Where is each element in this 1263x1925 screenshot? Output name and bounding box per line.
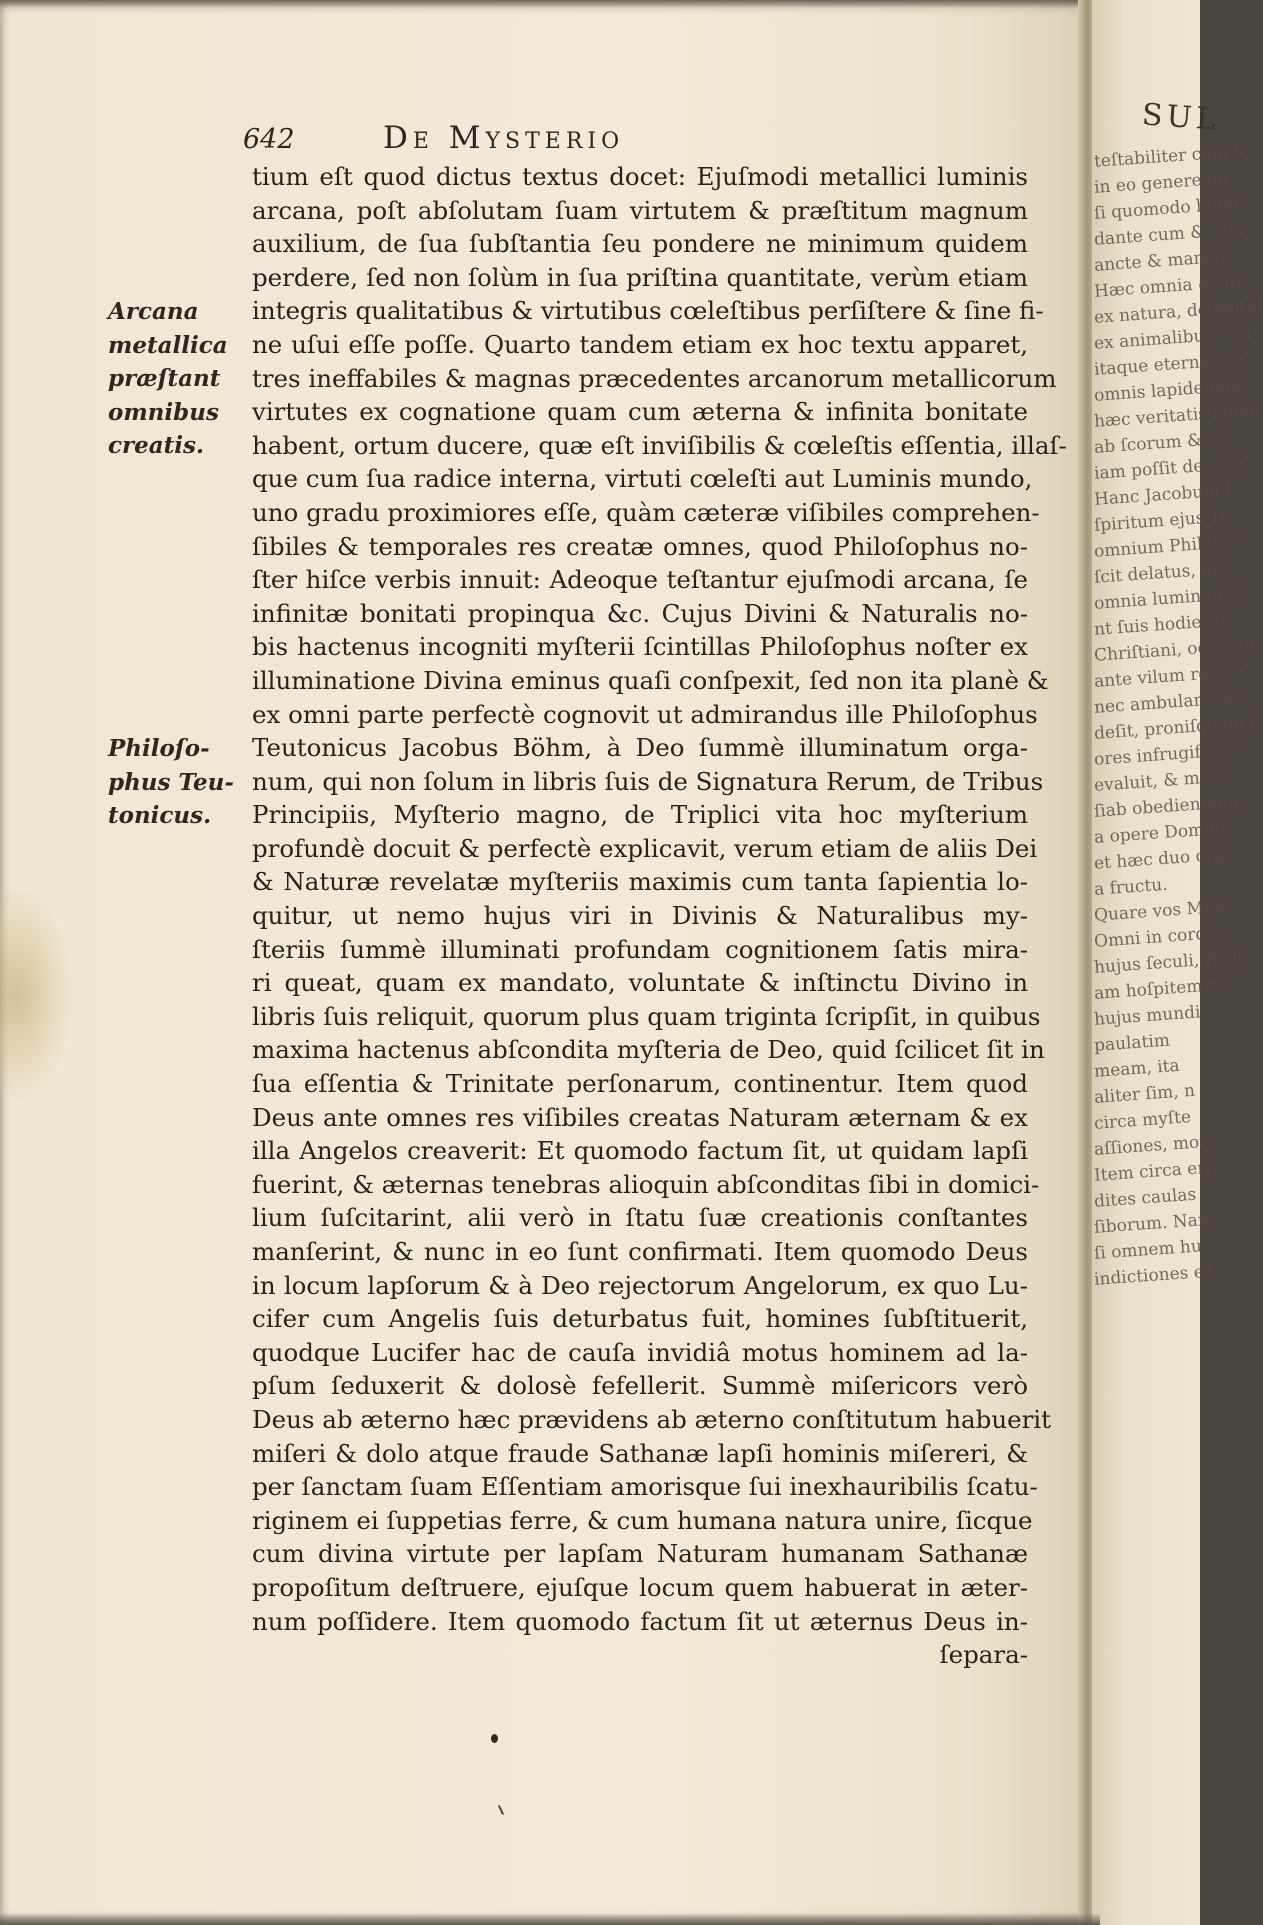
facing-page-line: indictiones er: [1093, 1261, 1213, 1290]
running-title: De Mysterio: [383, 120, 625, 156]
catchword: ſepara-: [939, 1640, 1028, 1670]
text-line: integris qualitatibus & virtutibus cœleſtibus perſiſtere & ſine fi-: [252, 296, 1044, 326]
text-line: propoſitum deſtruere, ejuſque locum quem habuerat in æter-: [252, 1572, 1028, 1602]
margin-note-line: phus Teu-: [108, 768, 234, 796]
text-line: ſua eſſentia & Trinitate perſonarum, continentur. Item quod: [252, 1069, 1028, 1099]
text-line: maxima hactenus abſcondita myſteria de Deo, quid ſcilicet ſit in: [252, 1035, 1045, 1065]
text-line: manſerint, & nunc in eo ſunt confirmati. Item quomodo Deus: [252, 1237, 1028, 1266]
margin-note-line: metallica: [108, 331, 228, 359]
facing-page-line: Hanc Jacobum I: [1093, 480, 1233, 510]
text-line: miſeri & dolo atque fraude Sathanæ lapſi hominis miſereri, &: [252, 1438, 1028, 1468]
text-line: que cum ſua radice interna, virtuti cœleſti aut Luminis mundo,: [252, 464, 1033, 494]
margin-note-line: Arcana: [108, 298, 199, 325]
facing-page-line: ſiborum. Nam: [1093, 1209, 1215, 1238]
margin-note-line: creatis.: [108, 432, 204, 460]
text-line: cifer cum Angelis ſuis deturbatus fuit, homines ſubſtituerit,: [252, 1304, 1028, 1334]
text-line: virtutes ex cognatione quam cum æterna & infinita bonitate: [252, 397, 1028, 427]
facing-page-line: ancte & mancre: [1093, 246, 1233, 276]
text-line: ſibiles & temporales res creatæ omnes, quod Philoſophus no-: [252, 531, 1028, 561]
text-line: lium ſuſcitarint, alii verò in ſtatu ſuæ creationis conſtantes: [252, 1203, 1028, 1233]
text-line: num poſſidere. Item quomodo factum ſit ut æternus Deus in-: [252, 1606, 1028, 1636]
facing-page-line: ores infrugiferas: [1093, 739, 1239, 770]
margin-note-line: omnibus: [108, 398, 219, 426]
facing-page-line: hujus mundi: [1093, 1002, 1202, 1030]
facing-page-line: Item circa erro: [1093, 1156, 1225, 1186]
facing-page-line: ſi omnem hu: [1093, 1236, 1203, 1264]
facing-page-text: [1093, 141, 1263, 1290]
facing-page-line: ſi quomodo homi: [1093, 193, 1240, 224]
facing-page-line: omnia lumina Deu: [1093, 582, 1252, 614]
facing-page: [1092, 0, 1263, 1925]
facing-page-line: itaque eternarum: [1093, 349, 1246, 380]
margin-note-line: tonicus.: [108, 802, 212, 830]
facing-page-line: nec ambulare, &: [1093, 687, 1239, 718]
text-line: cum divina virtute per lapſam Naturam humanam Sathanæ: [252, 1539, 1028, 1569]
text-line: ſter hiſce verbis innuit: Adeoque teſtantur ejuſmodi arcana, ſe: [252, 565, 1028, 595]
facing-page-line: Omni in corde v: [1093, 922, 1232, 952]
text-line: per ſanctam ſuam Eſſentiam amorisque ſui inexhauribilis ſcatu-: [252, 1472, 1038, 1502]
facing-page-line: hæc veritatis aman: [1093, 400, 1261, 432]
facing-page-line: circa myſte: [1093, 1107, 1192, 1134]
facing-page-line: omnis lapide ſapi: [1093, 375, 1243, 406]
margin-note-line: Philoſo-: [108, 735, 210, 762]
facing-page-line: meam, ita: [1093, 1055, 1181, 1082]
text-line: arcana, poſt abſolutam ſuam virtutem & præſtitum magnum: [252, 195, 1028, 225]
page-number: 642: [243, 124, 295, 155]
text-line: ri queat, quam ex mandato, voluntate & inſtinctu Divino in: [252, 968, 1028, 998]
ink-dot: [491, 1734, 498, 1743]
text-line: in locum lapſorum & à Deo rejectorum Angelorum, ex quo Lu-: [252, 1270, 1028, 1300]
text-line: habent, ortum ducere, quæ eſt inviſibilis & cœleſtis eſſentia, illaſ-: [252, 430, 1067, 460]
text-line: ſteriis ſummè illuminati profundam cognitionem ſatis mira-: [252, 934, 1028, 964]
page-bottom-shadow: [0, 1913, 1100, 1925]
margin-note-philosophus: [108, 732, 248, 833]
text-line: tium eſt quod dictus textus docet: Ejuſmodi metallici luminis: [252, 162, 1028, 191]
facing-page-line: Hæc omnia & fin: [1093, 271, 1242, 302]
facing-page-line: iam poſſit delecta: [1093, 453, 1246, 484]
text-line: uno gradu proximiores eſſe, quàm cæteræ viſibiles comprehen-: [252, 497, 1040, 527]
facing-page-line: omnium Philoſop: [1093, 531, 1241, 562]
text-line: ex omni parte perfectè cognovit ut admirandus ille Philoſophus: [252, 699, 1038, 729]
facing-page-line: ante vilum recipe: [1093, 661, 1245, 692]
facing-page-line: ex animalibus, Sol: [1093, 322, 1252, 354]
main-text-block: [252, 160, 1067, 1672]
text-line: quodque Lucifer hac de cauſa invidiâ motus hominem ad la-: [252, 1337, 1028, 1367]
page-header: [243, 118, 843, 164]
facing-page-line: dites caulas: [1093, 1184, 1197, 1212]
facing-page-line: ex natura, de metal: [1093, 296, 1263, 328]
facing-page-line: a fructu.: [1093, 874, 1169, 900]
facing-page-line: a opere Domini: [1093, 818, 1227, 848]
facing-page-line: paulatim: [1093, 1030, 1171, 1056]
facing-page-line: dante cum & filiu: [1093, 219, 1245, 250]
text-line: Teutonicus Jacobus Böhm, à Deo ſummè illuminatum orga-: [252, 733, 1028, 763]
text-line: Principiis, Myſterio magno, de Triplici vita hoc myſterium: [252, 800, 1028, 830]
text-line: Deus ante omnes res viſibiles creatas Naturam æternam & ex: [252, 1102, 1028, 1132]
text-line: infinitæ bonitati propinqua &c. Cujus Divini & Naturalis no-: [252, 598, 1028, 628]
text-line: libris ſuis reliquit, quorum plus quam triginta ſcripſit, in quibus: [252, 1001, 1041, 1031]
facing-page-line: evaluit, & monit: [1093, 766, 1234, 796]
facing-page-line: am hoſpitem mo: [1093, 974, 1235, 1004]
text-line: num, qui non ſolum in libris ſuis de Signatura Rerum, de Tribus: [252, 766, 1044, 796]
facing-page-line: ſcit delatus, mal: [1093, 558, 1234, 588]
facing-page-line: ſpiritum ejus Te: [1093, 506, 1231, 536]
text-line: perdere, ſed non ſolùm in ſua priſtina quantitate, verùm etiam: [252, 262, 1028, 292]
facing-page-line: aliter ſim, n: [1093, 1080, 1196, 1108]
facing-page-line: in eo genere hu: [1093, 168, 1230, 198]
facing-page-heading: SUL: [1140, 97, 1221, 138]
text-line: auxilium, de ſua ſubſtantia ſeu pondere ne minimum quidem: [252, 229, 1028, 259]
facing-page-line: teſtabiliter cum h: [1093, 141, 1246, 172]
text-line: illuminatione Divina eminus quaſi conſpexit, ſed non ita planè &: [252, 665, 1049, 695]
text-line: illa Angelos creaverit: Et quomodo factum ſit, ut quidam lapſi: [252, 1136, 1028, 1166]
facing-page-line: aſſiones, mor: [1093, 1131, 1208, 1160]
facing-page-line: hujus ſeculi, Philo: [1093, 947, 1249, 978]
margin-note-line: præſtant: [108, 365, 221, 393]
facing-page-line: Quare vos Med: [1093, 896, 1226, 926]
text-line: riginem ei ſuppetias ferre, & cum humana natura unire, ſicque: [252, 1505, 1033, 1535]
text-line: Deus ab æterno hæc prævidens ab æterno conſtitutum habuerit: [252, 1404, 1051, 1434]
facing-page-line: ſiab obedientia a: [1093, 791, 1240, 822]
text-line: bis hactenus incogniti myſterii ſcintillas Philoſophus noſter ex: [252, 632, 1028, 662]
text-line: tres ineffabiles & magnas præcedentes arcanorum metallicorum: [252, 363, 1057, 393]
text-line: profundè docuit & perfectè explicavit, verum etiam de aliis Dei: [252, 833, 1038, 863]
text-line: quitur, ut nemo hujus viri in Divinis & Naturalibus my-: [252, 901, 1028, 931]
facing-page-line: nt ſuis hodierni: [1093, 610, 1227, 640]
text-line: & Naturæ revelatæ myſteriis maximis cum tanta ſapientia lo-: [252, 867, 1028, 897]
margin-note-arcana: [108, 295, 248, 463]
text-line: pſum ſeduxerit & dolosè fefellerit. Summè miſericors verò: [252, 1371, 1028, 1401]
facing-page-line: ab ſcorum & oc: [1093, 428, 1228, 458]
text-line: fuerint, & æternas tenebras alioquin abſconditas ſibi in domici-: [252, 1169, 1040, 1199]
page-top-shadow: [0, 0, 1090, 8]
text-line: ne uſui eſſe poſſe. Quarto tandem etiam ex hoc textu apparet,: [252, 329, 1028, 359]
facing-page-line: et hæc duo orga: [1093, 844, 1236, 874]
facing-page-line: Chriſtiani, occaſion: [1093, 634, 1261, 666]
facing-page-line: deſit, proniſquam h: [1093, 712, 1262, 744]
